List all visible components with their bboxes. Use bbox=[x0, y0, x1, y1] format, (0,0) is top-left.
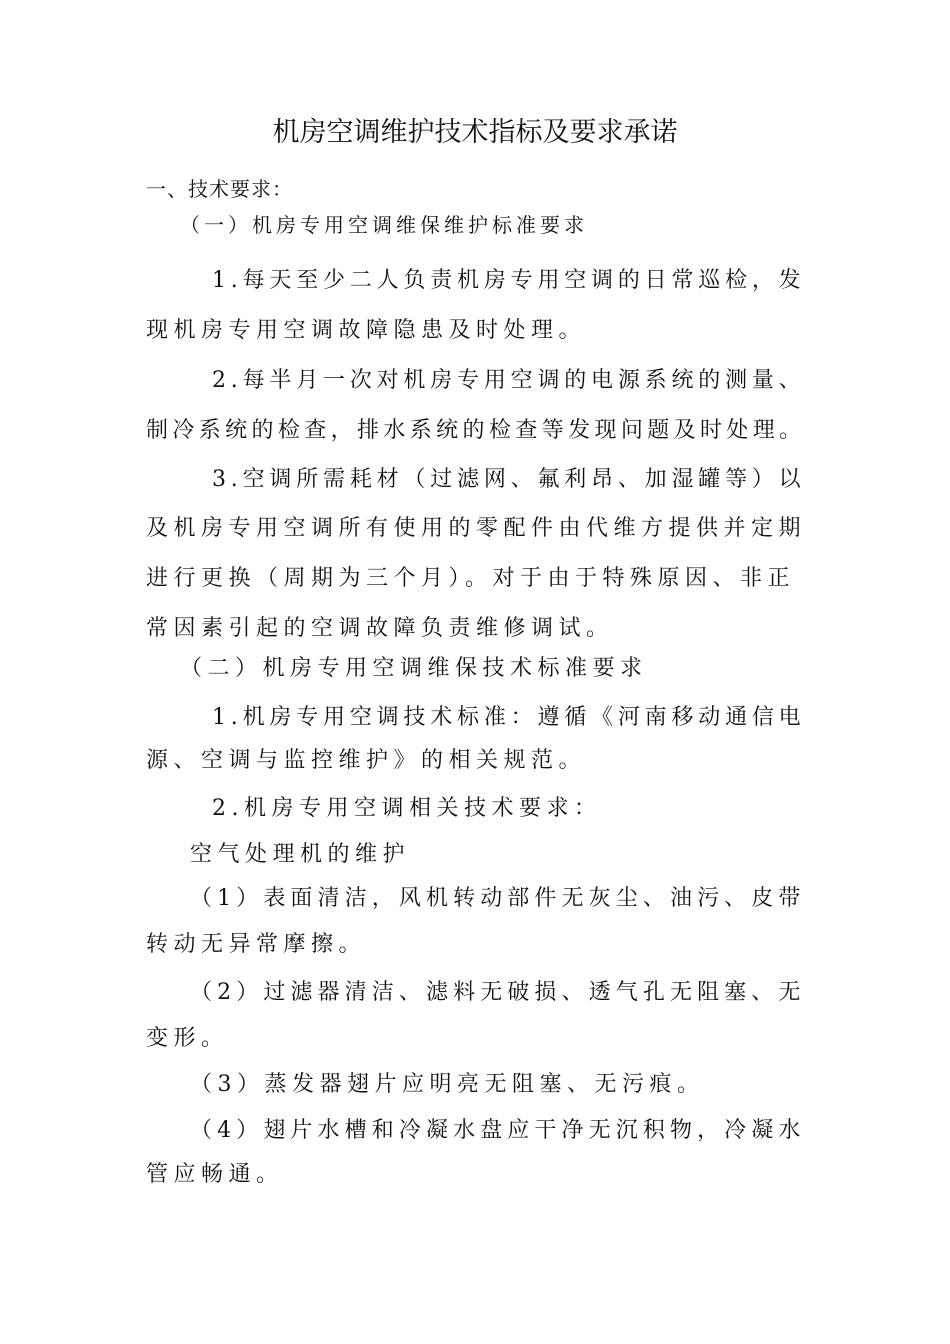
paragraph-line: 常因素引起的空调故障负责维修调试。 bbox=[146, 616, 614, 641]
subsection-heading-technical-standard: （二）机房专用空调维保技术标准要求 bbox=[180, 656, 648, 681]
paragraph-line: 1.机房专用空调技术标准：遵循《河南移动通信电 bbox=[212, 705, 806, 730]
paragraph-line: 1.每天至少二人负责机房专用空调的日常巡检，发 bbox=[212, 268, 806, 293]
paragraph-line: 管应畅通。 bbox=[146, 1162, 284, 1187]
paragraph-line: 及机房专用空调所有使用的零配件由代维方提供并定期 bbox=[146, 516, 807, 541]
paragraph-line: 制冷系统的检查，排水系统的检查等发现问题及时处理。 bbox=[146, 418, 806, 443]
paragraph-line: 空气处理机的维护 bbox=[190, 842, 411, 867]
paragraph-line: 源、空调与监控维护》的相关规范。 bbox=[146, 748, 587, 773]
paragraph-line: 变形。 bbox=[146, 1026, 229, 1051]
paragraph-line: 2.机房专用空调相关技术要求： bbox=[212, 796, 602, 821]
paragraph-line: 进行更换（周期为三个月）。对于由于特殊原因、非正 bbox=[146, 566, 796, 591]
paragraph-line: 3.空调所需耗材（过滤网、氟利昂、加湿罐等）以 bbox=[212, 467, 806, 492]
paragraph-line: （1）表面清洁，风机转动部件无灰尘、油污、皮带 bbox=[190, 886, 806, 911]
paragraph-line: （2）过滤器清洁、滤料无破损、透气孔无阻塞、无 bbox=[190, 980, 806, 1005]
paragraph-line: 2.每半月一次对机房专用空调的电源系统的测量、 bbox=[212, 368, 806, 393]
subsection-heading-maintenance-standard: （一）机房专用空调维保维护标准要求 bbox=[180, 213, 588, 237]
document-title: 机房空调维护技术指标及要求承诺 bbox=[272, 117, 678, 148]
paragraph-line: 现机房专用空调故障隐患及时处理。 bbox=[146, 318, 587, 343]
section-heading-technical-requirements: 一、技术要求： bbox=[146, 177, 293, 201]
paragraph-line: （4）翅片水槽和冷凝水盘应干净无沉积物，冷凝水 bbox=[190, 1118, 806, 1143]
paragraph-line: 转动无异常摩擦。 bbox=[146, 932, 367, 957]
paragraph-line: （3）蒸发器翅片应明亮无阻塞、无污痕。 bbox=[190, 1072, 705, 1097]
